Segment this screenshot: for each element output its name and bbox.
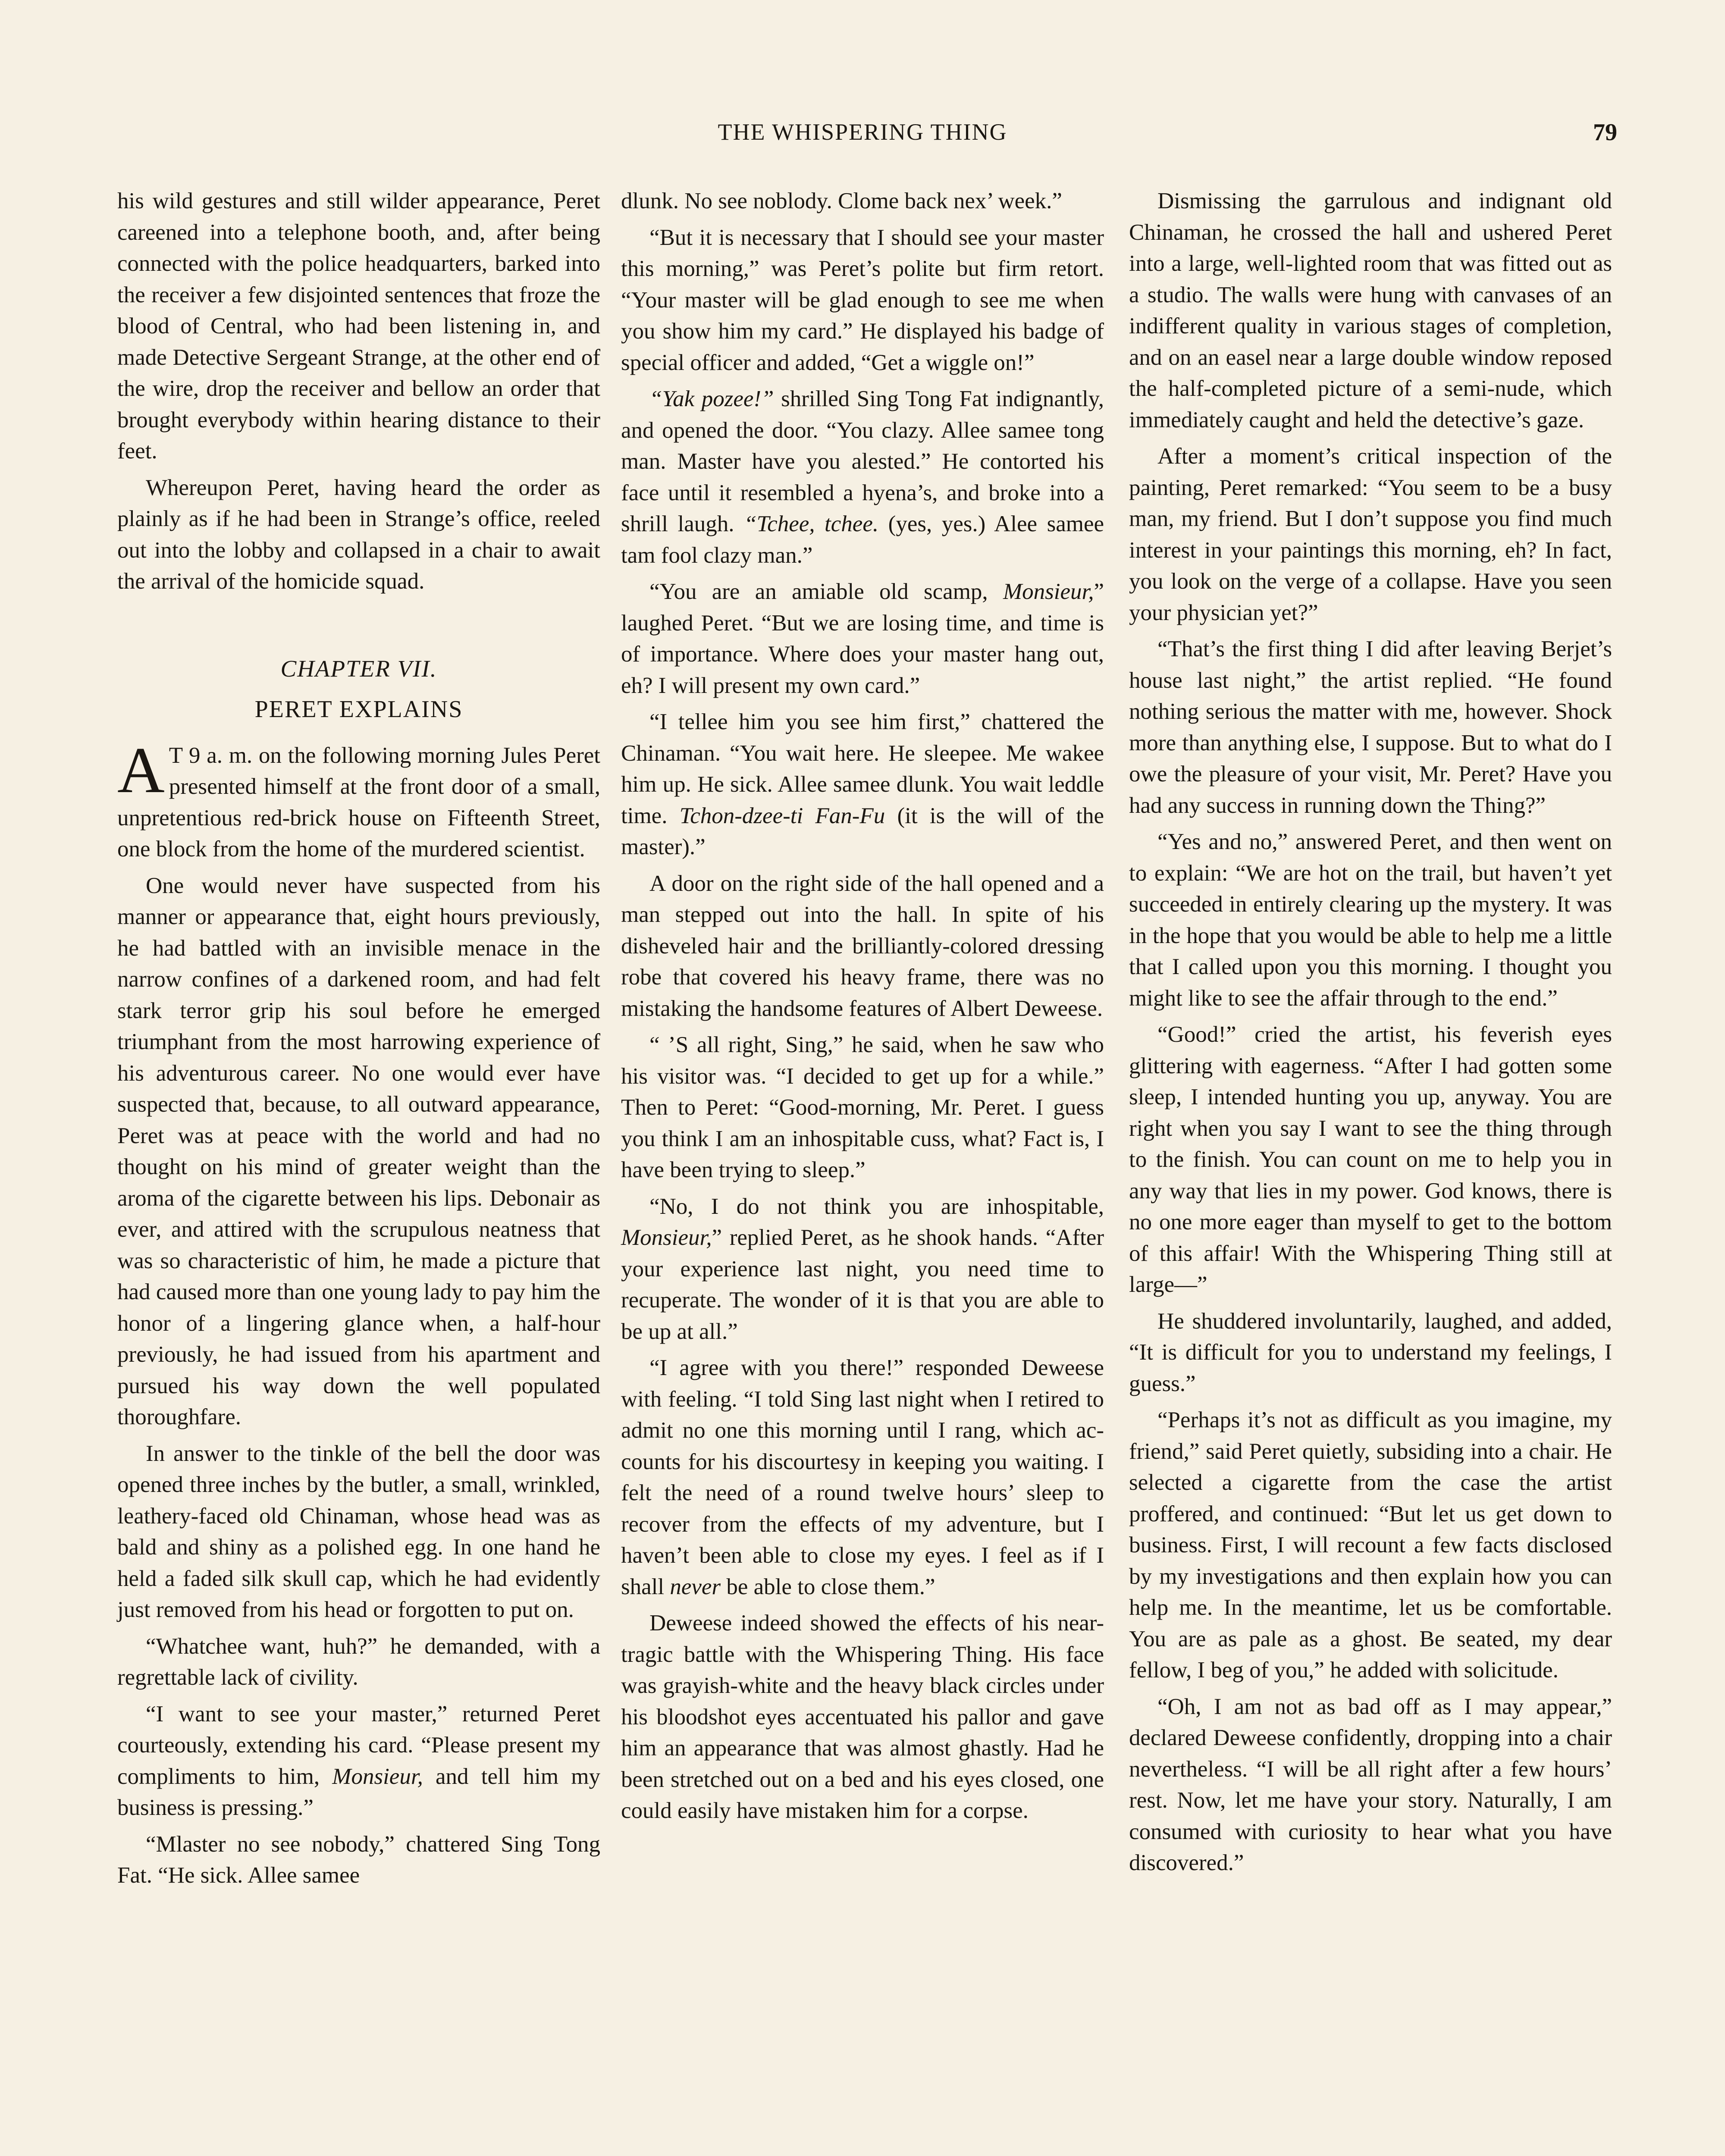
chapter-subtitle: PERET EXPLAINS [254, 696, 463, 723]
paragraph: “Yes and no,” answered Peret, and then went on to explain: “We are hot on the trail, but haven’t yet succeeded in entirely clearing up the mystery. It was in the hope that you would be able to help me a little that I called upon you this morning. I thought you might like to see the affair through to the end.” [1129, 829, 1612, 1011]
text-run: “I want to see your master,” returned Peret courteously, extending his card. “Please present my compliments to him, [117, 1701, 600, 1789]
paragraph: his wild gestures and still wilder appearance, Peret careened into a telephone booth, and, after being connected with the police headquarters, barked into the receiver a few disjointed sentences that froze the blood of Central, who had been listening in, and made Detective Sergeant Strange, at the other end of the wire, drop the receiver and bellow an order that brought everybody within hearing distance to their feet. [117, 188, 600, 464]
paragraph: In answer to the tinkle of the bell the door was opened three inches by the butler, a small, wrinkled, leathery-faced old Chinaman, whose head was as bald and shiny as a polished egg. In one hand he held a faded silk skull cap, which he had evidently just removed from his head or forgotten to put on. [117, 1441, 600, 1622]
chapter-title: CHAPTER VII. [280, 655, 437, 682]
paragraph: “Mlaster no see nobody,” chattered Sing Tong Fat. “He sick. Allee samee [117, 1831, 600, 1888]
paragraph-text: T 9 a. m. on the following morning Jules Peret presented himself at the front door of a small, unpretentious red-brick house on Fifteenth Street, one block from the home of the murdered scientist. [117, 743, 600, 862]
italic-run: Monsieur, [621, 1225, 712, 1250]
italic-run: Monsieur, [1003, 579, 1094, 604]
italic-run: “Yak pozee!” [649, 386, 774, 411]
text-run: “No, I do not think you are inhospitable, [649, 1194, 1104, 1219]
paragraph: “Perhaps it’s not as difficult as you imagine, my friend,” said Peret quietly, subsiding into a chair. He selected a cigarette from the case the artist proffered, and continued: “But let us get down to business. First, I will recount a few facts disclosed by my investigations and then explain how you can help me. In the meantime, let us be comfortable. You are as pale as a ghost. Be seated, my dear fellow, I beg of you,” he added with solicitude. [1129, 1407, 1612, 1683]
paragraph: dlunk. No see noblody. Clome back nex’ week.” [621, 188, 1062, 213]
italic-run: Tchon-dzee-ti Fan-Fu [679, 803, 885, 828]
text-column-3 [1129, 185, 1612, 1884]
paragraph [621, 383, 1104, 571]
paragraph: After a moment’s critical inspection of the painting, Peret remarked: “You seem to be a busy man, my friend. But I don’t suppose you find much interest in your paintings this morning, eh? In fact, you look on the verge of a collapse. Have you seen your physician yet?” [1129, 444, 1612, 625]
text-run: “I agree with you there!” responded Deweese with feeling. “I told Sing last night when I retired to admit no one this morning until I rang, which accounts for his discourtesy in keeping you waiting. I felt the need of a round twelve hours’ sleep to recover from the effects of my adventure, but I haven’t been able to close my eyes. I feel as if I shall [621, 1355, 1104, 1599]
text-run: ” replied Peret, as he shook hands. “After your experience last night, you need time to recuperate. The wonder of it is that you are able to be up at all.” [621, 1225, 1104, 1344]
paragraph: “But it is necessary that I should see your master this morning,” was Peret’s polite but firm retort. “Your master will be glad enough to see me when you show him my card.” He displayed his badge of special officer and added, “Get a wiggle on!” [621, 225, 1104, 375]
paragraph: Deweese indeed showed the effects of his near-tragic battle with the Whispering Thing. His face was grayish-white and the heavy black circles under his bloodshot eyes accentuated his pallor and gave him an appearance that was almost ghastly. Had he been stretched out on a bed and his eyes closed, one could easily have mistaken him for a corpse. [621, 1611, 1104, 1823]
text-column-1 [117, 185, 600, 1896]
paragraph [621, 706, 1104, 863]
paragraph: “Whatchee want, huh?” he demanded, with a regrettable lack of civility. [117, 1633, 600, 1690]
text-run: be able to close them.” [721, 1574, 935, 1599]
paragraph: He shuddered involuntarily, laughed, and added, “It is difficult for you to understand my feelings, I guess.” [1129, 1308, 1612, 1396]
text-run: (it is the will of the master).” [621, 803, 1104, 859]
paragraph [621, 1352, 1104, 1602]
paragraph: “ ’S all right, Sing,” he said, when he saw who his visitor was. “I decided to get up for a while.” Then to Peret: “Good-morning, Mr. Peret. I guess you think I am an inhospitable cuss, what? Fact is, I have been trying to sleep.” [621, 1032, 1104, 1182]
text-run: (yes, yes.) Alee samee tam fool clazy man.” [621, 511, 1104, 568]
page-number: 79 [1593, 119, 1617, 146]
paragraph: “Good!” cried the artist, his feverish eyes glittering with eagerness. “After I had gotten some sleep, I intended hunting you up, anyway. You are right when you say I want to see the thing through to the finish. You can count on me to help you in any way that lies in my power. God knows, there is no one more eager than myself to get to the bottom of this affair! With the Whispering Thing still at large—” [1129, 1022, 1612, 1297]
running-title: THE WHISPERING THING [718, 119, 1007, 145]
paragraph: Whereupon Peret, having heard the order as plainly as if he had been in Strange’s office, reeled out into the lobby and collapsed in a chair to await the arrival of the homicide squad. [117, 475, 600, 594]
text-run: ” laughed Peret. “But we are losing time, and time is of importance. Where does your master hang out, eh? I will present my own card.” [621, 579, 1104, 698]
drop-cap: A [117, 733, 165, 806]
paragraph: A door on the right side of the hall opened and a man stepped out into the hall. In spite of his disheveled hair and the brilliantly-colored dressing robe that covered his heavy frame, there was no mistaking the handsome features of Albert Deweese. [621, 871, 1104, 1021]
text-run: “I tellee him you see him first,” chattered the Chinaman. “You wait here. He sleepee. Me wakee him up. He sick. Allee samee dlunk. You wait leddle time. [621, 709, 1104, 828]
paragraph: Dismissing the garrulous and indignant old Chinaman, he crossed the hall and ushered Peret into a large, well-lighted room that was fitted out as a studio. The walls were hung with canvases of an indifferent quality in various stages of completion, and on an easel near a large double window reposed the half-completed picture of a semi-nude, which immediately caught and held the detective’s gaze. [1129, 188, 1612, 432]
paragraph-opening [117, 733, 600, 865]
text-run: “You are an amiable old scamp, [649, 579, 1003, 604]
italic-run: “Tchee, tchee. [744, 511, 879, 536]
paragraph [621, 1191, 1104, 1348]
text-column-2 [621, 185, 1104, 1832]
paragraph: One would never have suspected from his manner or appearance that, eight hours previously, he had battled with an invisible menace in the narrow confines of a darkened room, and had felt stark terror grip his soul before he emerged triumphant from the most harrowing experience of his adventurous career. No one would ever have suspected that, because, to all outward appearance, Peret was at peace with the world and had no thought on his mind of greater weight than the aroma of the cigarette between his lips. Debonair as ever, and attired with the scrupulous neatness that was so characteristic of him, he made a picture that had caused more than one young lady to pay him the honor of a lingering glance when, a half-hour previously, he had issued from his apartment and pursued his way down the well populated thoroughfare. [117, 873, 600, 1429]
paragraph: “Oh, I am not as bad off as I may appear,” declared Deweese confidently, dropping into a chair nevertheless. “I will be all right after a few hours’ rest. Now, let me have your story. Naturally, I am consumed with curiosity to hear what you have discovered.” [1129, 1694, 1612, 1875]
italic-run: never [670, 1574, 721, 1599]
paragraph [621, 576, 1104, 701]
text-run: and tell him my business is pressing.” [117, 1764, 600, 1820]
paragraph: “That’s the first thing I did after leaving Berjet’s house last night,” the artist replied. “He found nothing serious the matter with me, however. Shock more than anything else, I suppose. But to what do I owe the pleasure of your visit, Mr. Peret? Have you had any success in running down the Thing?” [1129, 636, 1612, 818]
paragraph [117, 1698, 600, 1824]
italic-run: Monsieur, [332, 1764, 423, 1789]
text-run: shrilled Sing Tong Fat indignantly, and opened the door. “You clazy. Allee samee tong man. Master have you alested.” He contorted his face until it resembled a hyena’s, and broke into a shrill laugh. [621, 386, 1104, 536]
